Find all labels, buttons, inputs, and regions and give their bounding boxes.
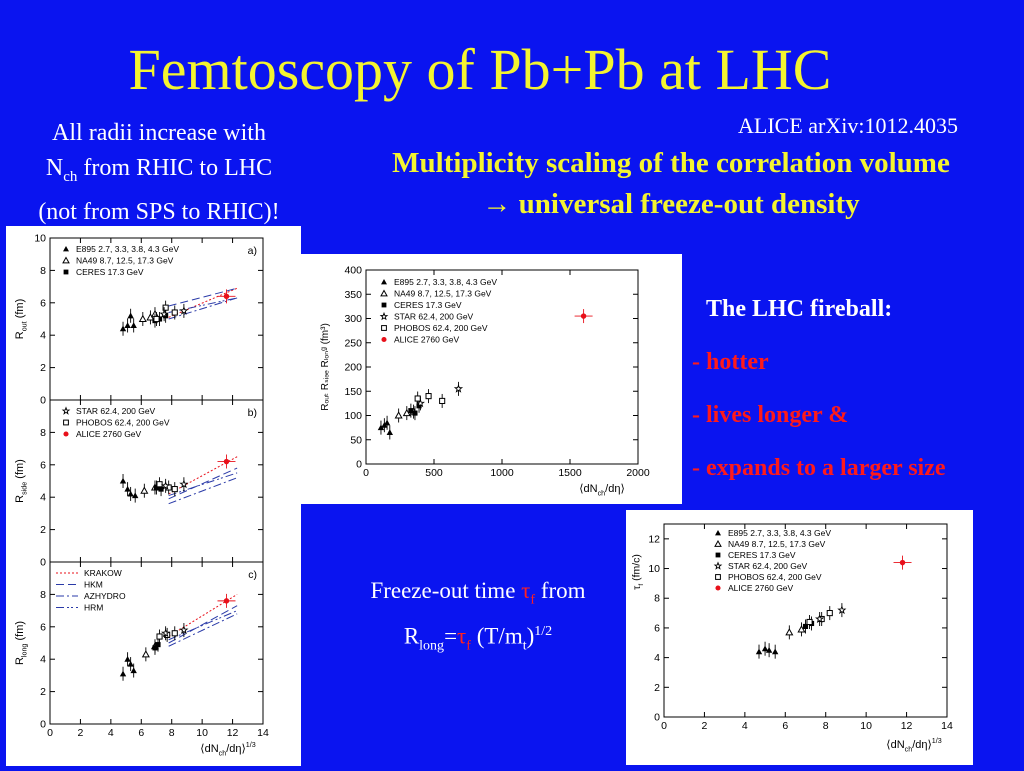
radii-long-point bbox=[130, 667, 136, 673]
freeze-sup: 1/2 bbox=[534, 623, 553, 639]
fireball-heading: The LHC fireball: bbox=[706, 296, 893, 322]
freeze-r: R bbox=[403, 623, 420, 649]
freeze-legend-label: E895 2.7, 3.3, 3.8, 4.3 GeV bbox=[728, 528, 832, 538]
radii-long-panel-label: c) bbox=[248, 569, 257, 581]
radii-side-legend-label: STAR 62.4, 200 GeV bbox=[76, 406, 156, 416]
radii-side-model-curve bbox=[169, 468, 237, 499]
radii-side-legend-label: PHOBOS 62.4, 200 GeV bbox=[76, 417, 170, 428]
fireball-item-2: - lives longer & bbox=[692, 402, 849, 428]
volume-chart bbox=[300, 254, 682, 504]
radii-long-xtick-label: 6 bbox=[138, 727, 145, 739]
radii-long-point bbox=[157, 634, 162, 639]
volume-legend-marker bbox=[382, 303, 387, 308]
freeze-xlabel: $⟨dN_{ch}/d\eta⟩^{1/3}$ bbox=[886, 736, 942, 754]
radii-long-ytick-label: 8 bbox=[40, 588, 46, 601]
radii-long-xtick-label: 14 bbox=[257, 727, 269, 739]
freeze-xtick-label: 4 bbox=[741, 720, 748, 732]
freeze-xtick-label: 12 bbox=[900, 720, 913, 732]
freeze-tau-sub: f bbox=[530, 592, 536, 608]
volume-legend-marker bbox=[381, 313, 387, 319]
slide-title: Femtoscopy of Pb+Pb at LHC bbox=[128, 37, 832, 102]
headline-line2: → universal freeze-out density bbox=[482, 188, 860, 220]
radii-side-legend-marker bbox=[63, 431, 68, 436]
volume-point bbox=[415, 396, 420, 401]
volume-point bbox=[412, 411, 417, 416]
volume-legend-marker bbox=[381, 291, 387, 296]
radii-out-ylabel: $R_{out}$ (fm) bbox=[13, 298, 29, 340]
volume-legend-label: ALICE 2760 GeV bbox=[394, 334, 460, 345]
radii-out-legend-marker bbox=[63, 246, 69, 251]
freeze-ytick-label: 2 bbox=[654, 681, 660, 694]
radii-out-point bbox=[120, 326, 126, 332]
radii-long-xtick-label: 10 bbox=[196, 727, 208, 739]
freeze-legend-label: ALICE 2760 GeV bbox=[728, 583, 794, 593]
radii-out-point bbox=[140, 316, 146, 322]
freeze-tau2-sub: f bbox=[466, 637, 471, 653]
freeze-xtick-label: 0 bbox=[661, 720, 667, 732]
radii-long-point bbox=[143, 651, 149, 657]
radii-out-legend-label: E895 2.7, 3.3, 3.8, 4.3 GeV bbox=[76, 244, 180, 254]
radii-out-point bbox=[154, 316, 159, 321]
radii-long-xtick-label: 2 bbox=[77, 727, 84, 739]
radii-long-point bbox=[124, 656, 130, 662]
fireball-item-3: - expands to a larger size bbox=[692, 455, 946, 481]
radii-side-point bbox=[224, 459, 229, 464]
radii-long-point bbox=[120, 671, 126, 677]
volume-xtick-label: 2000 bbox=[626, 467, 650, 479]
radii-out-point bbox=[172, 310, 177, 315]
freeze-point bbox=[839, 607, 846, 613]
radii-long-ytick-label: 6 bbox=[40, 621, 46, 634]
radii-side-model-curve bbox=[169, 473, 237, 496]
freeze-out-note bbox=[328, 575, 628, 661]
volume-point bbox=[581, 313, 586, 318]
volume-ytick-label: 300 bbox=[344, 313, 362, 325]
freeze-legend-marker bbox=[715, 585, 720, 590]
left-note bbox=[0, 116, 318, 230]
radii-out-panel-label: a) bbox=[247, 245, 257, 257]
freeze-xtick-label: 2 bbox=[701, 720, 708, 732]
freeze-ytick-label: 4 bbox=[654, 652, 660, 665]
radii-long-legend-label: HRM bbox=[84, 602, 104, 613]
freeze-tau2: τ bbox=[457, 623, 467, 649]
volume-point bbox=[387, 429, 393, 435]
volume-ytick-label: 350 bbox=[344, 288, 362, 301]
volume-ytick-label: 200 bbox=[344, 361, 362, 374]
freeze-point bbox=[807, 619, 812, 624]
left-note-n: N bbox=[45, 155, 64, 181]
freeze-ytick-label: 12 bbox=[648, 533, 660, 546]
freeze-legend-label: STAR 62.4, 200 GeV bbox=[728, 561, 808, 571]
radii-out-ytick-label: 0 bbox=[40, 394, 46, 407]
radii-xlabel: $⟨dN_{ch}/d\eta⟩^{1/3}$ bbox=[200, 740, 256, 758]
freeze-t-sub: t bbox=[522, 637, 527, 653]
radii-out-ytick-label: 2 bbox=[40, 362, 46, 375]
radii-long-legend-label: HKM bbox=[84, 579, 103, 590]
radii-chart bbox=[6, 226, 301, 766]
radii-side-ytick-label: 0 bbox=[40, 556, 46, 569]
volume-ytick-label: 50 bbox=[350, 434, 362, 447]
headline bbox=[316, 143, 1024, 225]
radii-side-ytick-label: 4 bbox=[40, 491, 46, 504]
headline-line1: Multiplicity scaling of the correlation volume bbox=[392, 147, 950, 179]
radii-long-xtick-label: 8 bbox=[168, 727, 175, 739]
volume-ytick-label: 0 bbox=[356, 458, 362, 471]
freeze-legend-label: NA49 8.7, 12.5, 17.3 GeV bbox=[728, 539, 826, 549]
volume-legend-label: E895 2.7, 3.3, 3.8, 4.3 GeV bbox=[394, 277, 498, 287]
radii-out-ytick-label: 10 bbox=[34, 232, 46, 245]
freezeout-chart bbox=[626, 510, 973, 765]
volume-ytick-label: 400 bbox=[344, 264, 362, 277]
freeze-ytick-label: 8 bbox=[654, 592, 660, 605]
freeze-point bbox=[772, 648, 778, 654]
radii-long-ytick-label: 0 bbox=[40, 718, 46, 731]
radii-side-model-curve bbox=[169, 478, 237, 504]
radii-side-point bbox=[172, 487, 177, 492]
volume-ytick-label: 250 bbox=[344, 337, 362, 350]
radii-long-ytick-label: 2 bbox=[40, 686, 46, 699]
freeze-eq: = bbox=[444, 623, 458, 649]
freeze-legend-marker bbox=[715, 563, 721, 569]
freeze-ytick-label: 10 bbox=[648, 563, 660, 576]
radii-out-ytick-label: 6 bbox=[40, 297, 46, 310]
freeze-out-line2 bbox=[328, 616, 628, 661]
reference: ALICE arXiv:1012.4035 bbox=[738, 113, 958, 138]
radii-long-point bbox=[181, 627, 188, 633]
freeze-post: (T/m bbox=[470, 623, 523, 649]
volume-ytick-label: 150 bbox=[344, 385, 362, 398]
freeze-xtick-label: 14 bbox=[941, 720, 953, 732]
volume-xtick-label: 1500 bbox=[558, 467, 582, 479]
volume-point bbox=[384, 420, 390, 426]
radii-out-point bbox=[127, 313, 133, 319]
freeze-point bbox=[786, 629, 792, 635]
radii-out-ytick-label: 8 bbox=[40, 264, 46, 277]
freeze-xtick-label: 8 bbox=[822, 720, 829, 732]
freeze-r-sub: long bbox=[419, 637, 445, 653]
volume-legend-label: NA49 8.7, 12.5, 17.3 GeV bbox=[394, 288, 492, 299]
freeze-ytick-label: 0 bbox=[654, 711, 660, 724]
volume-chart-panel bbox=[300, 254, 682, 504]
radii-long-legend-label: KRAKOW bbox=[84, 568, 122, 578]
radii-long-legend-label: AZHYDRO bbox=[84, 591, 126, 601]
radii-out-legend-label: CERES 17.3 GeV bbox=[76, 267, 144, 277]
radii-side-legend-marker bbox=[64, 420, 69, 425]
radii-side-point bbox=[181, 481, 188, 487]
freeze-legend-marker bbox=[715, 530, 721, 535]
volume-legend-marker bbox=[382, 326, 387, 331]
freeze-xtick-label: 6 bbox=[782, 720, 789, 732]
radii-side-legend-marker bbox=[63, 408, 69, 414]
left-note-ch: ch bbox=[63, 168, 78, 185]
radii-side-ytick-label: 8 bbox=[40, 426, 46, 439]
fireball-list bbox=[692, 283, 946, 495]
radii-side-point bbox=[124, 486, 130, 492]
freeze-point bbox=[900, 560, 905, 565]
volume-xlabel: $⟨dN_{ch}/d\eta⟩$ bbox=[579, 482, 625, 498]
freeze-ylabel: $\tau_f$ (fm/c) bbox=[630, 554, 646, 590]
radii-out-legend-label: NA49 8.7, 12.5, 17.3 GeV bbox=[76, 255, 174, 266]
radii-out-point bbox=[130, 322, 136, 328]
radii-side-ytick-label: 2 bbox=[40, 524, 46, 537]
volume-legend-marker bbox=[381, 279, 387, 284]
radii-out-ytick-label: 4 bbox=[40, 329, 46, 342]
volume-ytick-label: 100 bbox=[344, 410, 362, 422]
radii-long-ytick-label: 4 bbox=[40, 653, 46, 666]
fireball-item-1: - hotter bbox=[692, 349, 769, 375]
freeze-legend-label: PHOBOS 62.4, 200 GeV bbox=[728, 572, 822, 582]
volume-legend-label: STAR 62.4, 200 GeV bbox=[394, 311, 474, 322]
freeze-close: ) bbox=[526, 623, 535, 649]
volume-point bbox=[455, 385, 462, 391]
left-note-line3: (not from SPS to RHIC)! bbox=[38, 198, 280, 225]
volume-xtick-label: 500 bbox=[425, 467, 443, 479]
radii-long-point bbox=[224, 598, 229, 603]
freeze-point bbox=[756, 648, 762, 654]
radii-side-ylabel: $R_{side}$ (fm) bbox=[13, 459, 29, 503]
volume-legend-marker bbox=[381, 337, 386, 342]
radii-long-xtick-label: 4 bbox=[107, 727, 114, 739]
radii-chart-panel bbox=[6, 226, 301, 766]
left-note-rest: from RHIC to LHC bbox=[77, 155, 273, 181]
volume-point bbox=[426, 394, 431, 399]
volume-point bbox=[440, 398, 445, 403]
freeze-out-line1 bbox=[328, 575, 628, 616]
radii-side-legend-label: ALICE 2760 GeV bbox=[76, 429, 142, 439]
freeze-pre: Freeze-out time bbox=[370, 578, 522, 603]
radii-long-xtick-label: 0 bbox=[47, 727, 53, 739]
freeze-tau: τ bbox=[521, 578, 531, 603]
freeze-legend-label: CERES 17.3 GeV bbox=[728, 550, 796, 560]
radii-out-point bbox=[181, 307, 188, 313]
radii-long-point bbox=[172, 631, 177, 636]
freezeout-chart-panel bbox=[626, 510, 973, 765]
radii-long-model-curve bbox=[169, 606, 237, 643]
freeze-point bbox=[827, 611, 832, 616]
volume-legend-label: PHOBOS 62.4, 200 GeV bbox=[394, 323, 488, 333]
radii-side-point bbox=[120, 478, 126, 484]
volume-legend-label: CERES 17.3 GeV bbox=[394, 300, 462, 310]
radii-long-xtick-label: 12 bbox=[226, 727, 239, 739]
radii-side-point bbox=[157, 482, 162, 487]
radii-out-legend-marker bbox=[63, 258, 69, 263]
radii-long-ylabel: $R_{long}$ (fm) bbox=[13, 620, 29, 666]
volume-xtick-label: 1000 bbox=[490, 467, 514, 479]
freeze-xtick-label: 10 bbox=[860, 720, 872, 732]
volume-ylabel: Rₒᵤₜ Rₛᵢₔₑ Rₗₒₙᵍ (fm³) bbox=[320, 323, 331, 411]
radii-side-panel-label: b) bbox=[247, 407, 257, 419]
volume-point bbox=[395, 412, 401, 418]
freeze-legend-marker bbox=[716, 575, 721, 580]
radii-side-point bbox=[141, 488, 147, 494]
radii-out-point bbox=[224, 294, 229, 299]
freeze-ytick-label: 6 bbox=[654, 622, 660, 635]
radii-out-legend-marker bbox=[64, 270, 69, 275]
radii-out-point bbox=[124, 322, 130, 328]
freeze-legend-marker bbox=[716, 553, 721, 558]
freeze-mid: from bbox=[535, 578, 586, 603]
left-note-line2 bbox=[0, 151, 318, 195]
left-note-line1: All radii increase with bbox=[52, 120, 266, 146]
freeze-legend-marker bbox=[715, 541, 721, 546]
radii-side-ytick-label: 6 bbox=[40, 459, 46, 472]
volume-xtick-label: 0 bbox=[363, 467, 369, 479]
